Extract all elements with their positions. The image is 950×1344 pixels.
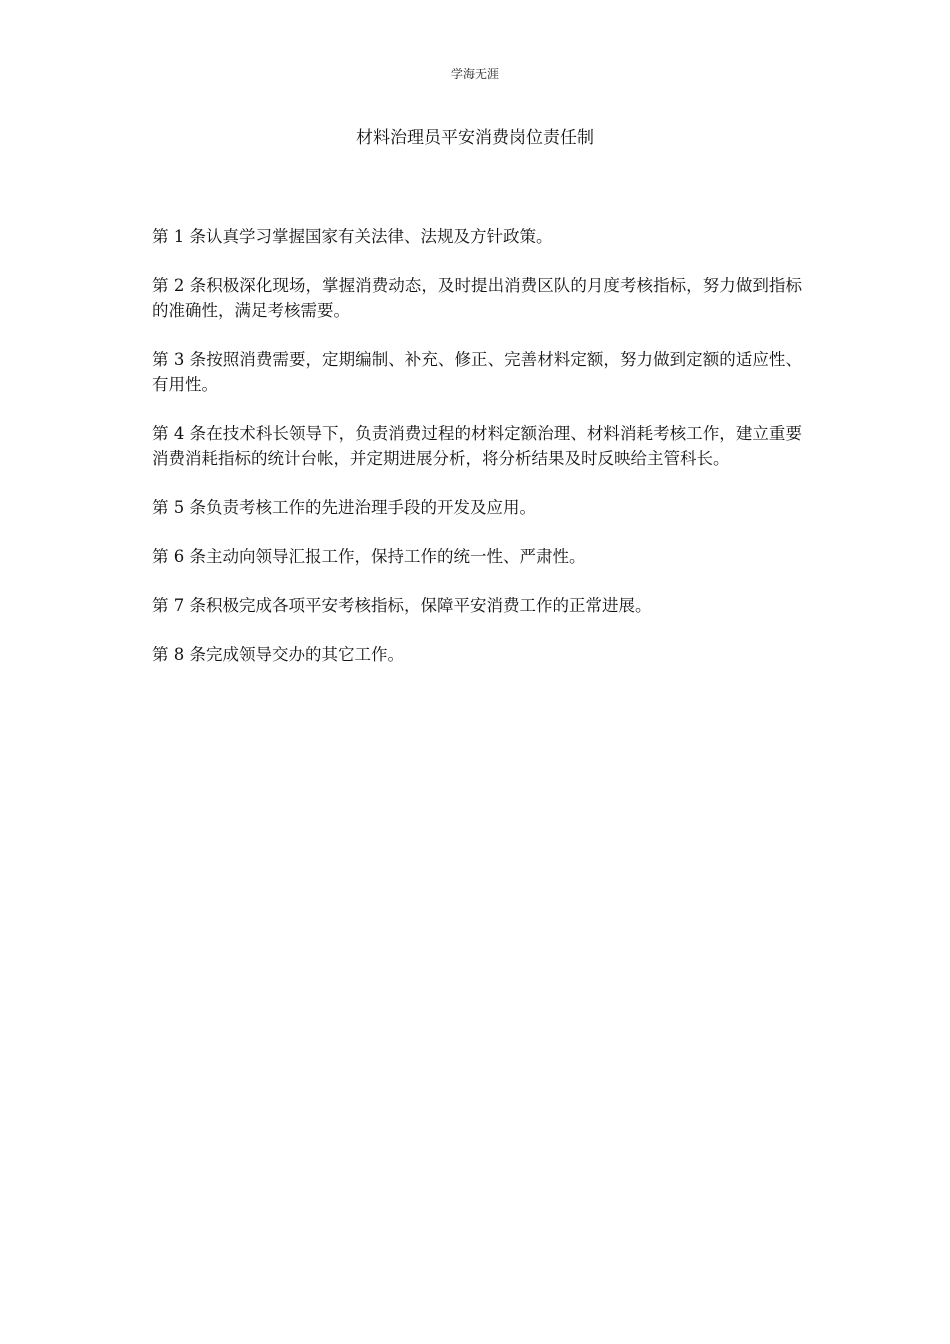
article-6: 第 6 条主动向领导汇报工作，保持工作的统一性、严肃性。 <box>152 547 586 566</box>
article-3: 第 3 条按照消费需要，定期编制、补充、修正、完善材料定额，努力做到定额的适应性、有用性。 <box>152 350 802 394</box>
article-5: 第 5 条负责考核工作的先进治理手段的开发及应用。 <box>152 498 536 517</box>
article-7: 第 7 条积极完成各项平安考核指标，保障平安消费工作的正常进展。 <box>152 596 652 615</box>
article-1: 第 1 条认真学习掌握国家有关法律、法规及方针政策。 <box>152 227 553 246</box>
article-8: 第 8 条完成领导交办的其它工作。 <box>152 645 404 664</box>
page-header: 学海无涯 <box>450 67 499 81</box>
article-4: 第 4 条在技术科长领导下，负责消费过程的材料定额治理、材料消耗考核工作，建立重要消费消耗指标的统计台帐，并定期进展分析，将分析结果及时反映给主管科长。 <box>152 424 802 468</box>
document-body <box>152 224 802 691</box>
document-title: 材料治理员平安消费岗位责任制 <box>356 128 594 148</box>
article-2: 第 2 条积极深化现场，掌握消费动态，及时提出消费区队的月度考核指标，努力做到指标的准确性，满足考核需要。 <box>152 276 802 320</box>
